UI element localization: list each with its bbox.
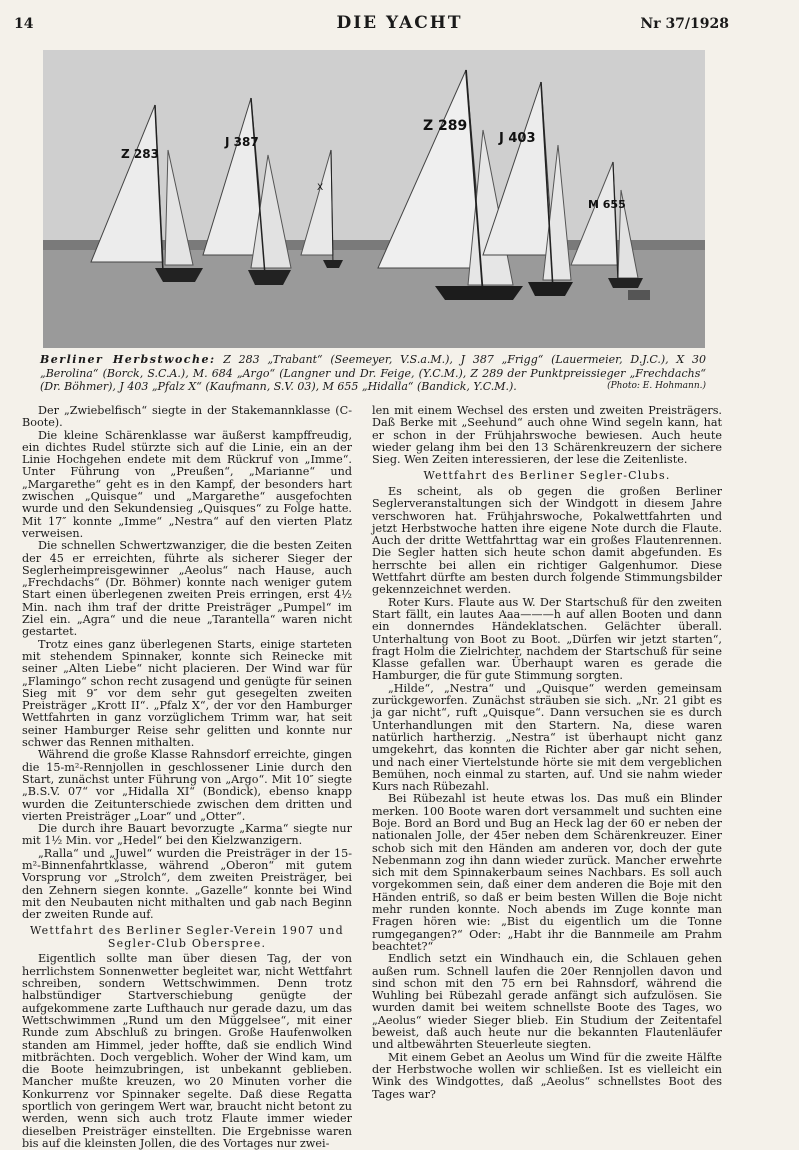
caption-text: Z 283 „Trabant“ (Seemeyer, V.S.a.M.), J 387 „Frigg“ (Lauermeier, D.J.C.), X 30 „Berolina“ (Borck, S.C.A.), M. 684 „Argo“ (Langner und Dr. Feige, (Y.C.M.), Z 289 der Punktpreissieger „Frechdachs“ (Dr. Böhmer), J 403 „Pfalz X“ (Kaufmann, S.V. 03), M 655 „Hidalla“ (Bandick, Y.C.M.). [40, 353, 706, 393]
paragraph: Eigentlich sollte man über diesen Tag, der von herrlichstem Sonnenwetter begleitet war, nicht Wettfahrt schreiben, sondern Wettschwimmen. Denn trotz halbstündiger Startverschiebung genügte der aufgekommene zarte Lufthauch nur gerade dazu, um das Wettschwimmen „Rund um den Müggelsee“, mit einer Runde zum Abschluß zu bringen. Große Haufenwolken standen am Himmel, jeder hoffte, daß sie endlich Wind mitbrächten. Doch vergeblich. Woher der Wind kam, um die Boote heimzubringen, ist unbekannt geblieben. Mancher mußte kreuzen, wo 20 Minuten vorher die Konkurrenz vor Spinnaker segelte. Daß diese Regatta sportlich von geringem Wert war, braucht nicht betont zu werden, wenn sich auch trotz Flaute immer wieder dieselben Preisträger einstellten. Die Ergebnisse waren bis auf die kleinsten Jollen, die des Vortages nur zwei- [22, 952, 352, 1150]
paragraph: Bei Rübezahl ist heute etwas los. Das muß ein Blinder merken. 100 Boote waren dort versammelt und suchten eine Boje. Bord an Bord und Bug an Heck lag der 60 er neben der nationalen Jolle, der 45er neben dem Schärenkreuzer. Einer schob sich mit den Händen am anderen vor, doch der gute Nebenmann zog ihn dann wieder zurück. Mancher erwehrte sich mit dem Spinnakerbaum seines Nachbars. Es soll auch vorgekommen sein, daß einer dem anderen die Boje mit den Händen entriß, so daß er beim besten Willen die Boje nicht mehr runden konnte. Noch abends im Zuge konnte man Fragen hören wie: „Bist du eigentlich um die Tonne rumgegangen?“ Oder: „Habt ihr die Bannmeile am Prahm beachtet?“ [372, 792, 722, 953]
right-column [372, 405, 722, 1101]
section-heading: Wettfahrt des Berliner Segler-Clubs. [423, 469, 671, 483]
svg-text:M 655: M 655 [588, 198, 626, 211]
svg-text:Z 289: Z 289 [423, 118, 468, 134]
paragraph: Mit einem Gebet an Aeolus um Wind für die zweite Hälfte der Herbstwoche wollen wir schließen. Ist es vielleicht ein Wink des Windgottes, daß „Aeolus“ schnellstes Boot des Tages war? [372, 1050, 722, 1101]
photo-caption [40, 353, 706, 394]
svg-text:J 387: J 387 [225, 135, 259, 149]
svg-text:X: X [317, 183, 324, 193]
paragraph: Trotz eines ganz überlegenen Starts, einige starteten mit stehendem Spinnaker, konnte sich Reinecke mit seiner „Alten Liebe“ nicht placieren. Der Wind war für „Flamingo“ schon recht zusagend und genügte für seinen Sieg mit 9″ vor dem sehr gut gesegelten zweiten Preisträger „Krott II“. „Pfalz X“, der vor den Hamburger Wettfahrten in ganz vorzüglichem Trimm war, hat seit seiner Hamburger Reise sehr gelitten und konnte nur schwer das Rennen mithalten. [22, 637, 352, 750]
paragraph: Roter Kurs. Flaute aus W. Der Startschuß für den zweiten Start fällt, ein lautes Aaa———h auf allen Booten und dann ein donnerndes Händeklatschen. Gelächter überall. Unterhaltung von Boot zu Boot. „Dürfen wir jetzt starten“, fragt Holm die Zielrichter, nachdem der Startschuß für seine Klasse gefallen war. Überhaupt waren es gerade die Hamburger, die für gute Stimmung sorgten. [372, 595, 722, 683]
paragraph: Endlich setzt ein Windhauch ein, die Schlauen gehen außen rum. Schnell laufen die 20er Rennjollen davon und sind schon mit den 75 ern bei Rahnsdorf, während die Wuhling bei Rübezahl gerade anfängt sich aufzulösen. Sie wurden damit bei weitem schnellste Boote des Tages, wo „Aeolus“ wieder Sieger blieb. Ein Studium der Zeitentafel beweist, daß auch heute nur die bekannten Flautenläufer und altbewährten Steuerleute siegten. [372, 952, 722, 1052]
svg-text:J 403: J 403 [499, 131, 536, 146]
sailing-photo-illustration [43, 50, 705, 348]
paragraph: Es scheint, als ob gegen die großen Berliner Seglerveranstaltungen sich der Windgott in diesem Jahre verschworen hat. Frühjahrswoche, Pokalwettfahrten und jetzt Herbstwoche hatten ihre eigene Note durch die Flaute. Auch der dritte Wettfahrttag war ein großes Flautenrennen. Die Segler hatten sich heute schon damit abgefunden. Es herrschte bei allen ein richtiger Galgenhumor. Diese Wettfahrt dürfte am besten durch folgende Stimmungsbilder gekennzeichnet werden. [372, 484, 722, 597]
section-heading: Wettfahrt des Berliner Segler-Verein 1907 und Segler-Club Oberspree. [30, 924, 344, 950]
paragraph: Die durch ihre Bauart bevorzugte „Karma“ siegte nur mit 1½ Min. vor „Hedel“ bei den Kielzwanzigern. [22, 822, 352, 848]
svg-text:Z 283: Z 283 [121, 147, 159, 161]
issue-number: Nr 37/1928 [640, 16, 729, 32]
paragraph: „Hilde“, „Nestra“ und „Quisque“ werden gemeinsam zurückgeworfen. Zunächst sträuben sie sich. „Nr. 21 gibt es ja gar nicht“, ruft „Quisque“. Dann versuchen sie es durch Unterhandlungen mit den Startern. Na, diese waren natürlich hartherzig. „Nestra“ ist überhaupt nicht ganz umgekehrt, das konnten die Richter aber gar nicht sehen, und nach einer Viertelstunde hörte sie mit dem vergeblichen Bemühen, noch einmal zu starten, auf. Und sie nahm wieder Kurs nach Rübezahl. [372, 681, 722, 794]
paragraph: Während die große Klasse Rahnsdorf erreichte, gingen die 15-m²-Rennjollen in geschlossener Linie durch den Start, zunächst unter Führung von „Argo“. Mit 10″ siegte „B.S.V. 07“ vor „Hidalla XI“ (Bondick), ebenso knapp wurden die Zeitunterschiede zwischen dem dritten und vierten Preisträger „Loar“ und „Otter“. [22, 748, 352, 823]
paragraph: Die kleine Schärenklasse war äußerst kampffreudig, ein dichtes Rudel stürzte sich auf die Linie, ein an der Linie Hochgehen endete mit dem Rückruf von „Imme“. Unter Führung von „Preußen“, „Marianne“ und „Margarethe“ geht es in den Kampf, der besonders hart zwischen „Quisque“ und „Margarethe“ ausgefochten wurde und den Sekundensieg „Quisques“ zu Folge hatte. Mit 17″ konnte „Imme“ „Nestra“ auf den vierten Platz verweisen. [22, 428, 352, 540]
photo-credit: (Photo: E. Hohmann.) [607, 381, 706, 391]
left-column [22, 405, 352, 1150]
sailing-photo [43, 50, 705, 348]
magazine-title: DIE YACHT [336, 13, 463, 33]
caption-lead: Berliner Herbstwoche: [40, 353, 216, 366]
page-number: 14 [14, 16, 34, 32]
paragraph: Der „Zwiebelfisch“ siegte in der Stakemannklasse (C-Boote). [22, 404, 352, 430]
paragraph: „Ralla“ und „Juwel“ wurden die Preisträger in der 15-m²-Binnenfahrtklasse, während „Oberon“ mit gutem Vorsprung vor „Strolch“, dem zweiten Preisträger, bei den Zehnern siegen konnte. „Gazelle“ konnte bei Wind mit den Neubauten nicht mithalten und gab nach Beginn der zweiten Runde auf. [22, 846, 352, 922]
paragraph: len mit einem Wechsel des ersten und zweiten Preisträgers. Daß Berke mit „Seehund“ auch ohne Wind segeln kann, hat er schon in der Frühjahrswoche bewiesen. Auch heute wieder gelang ihm bei den 13 Schärenkreuzern der sichere Sieg. Wen Zeiten interessieren, der lese die Zeitenliste. [372, 404, 722, 467]
paragraph: Die schnellen Schwertzwanziger, die die besten Zeiten der 45 er erreichten, führte als sicherer Sieger der Seglerheimpreisgewinner „Aeolus“ nach Hause, auch „Frechdachs“ (Dr. Böhmer) konnte nach weniger gutem Start einen überlegenen zweiten Preis erringen, erst 4½ Min. nach ihm traf der dritte Preisträger „Pumpel“ im Ziel ein. „Agra“ und die neue „Tarantella“ waren nicht gestartet. [22, 539, 352, 639]
